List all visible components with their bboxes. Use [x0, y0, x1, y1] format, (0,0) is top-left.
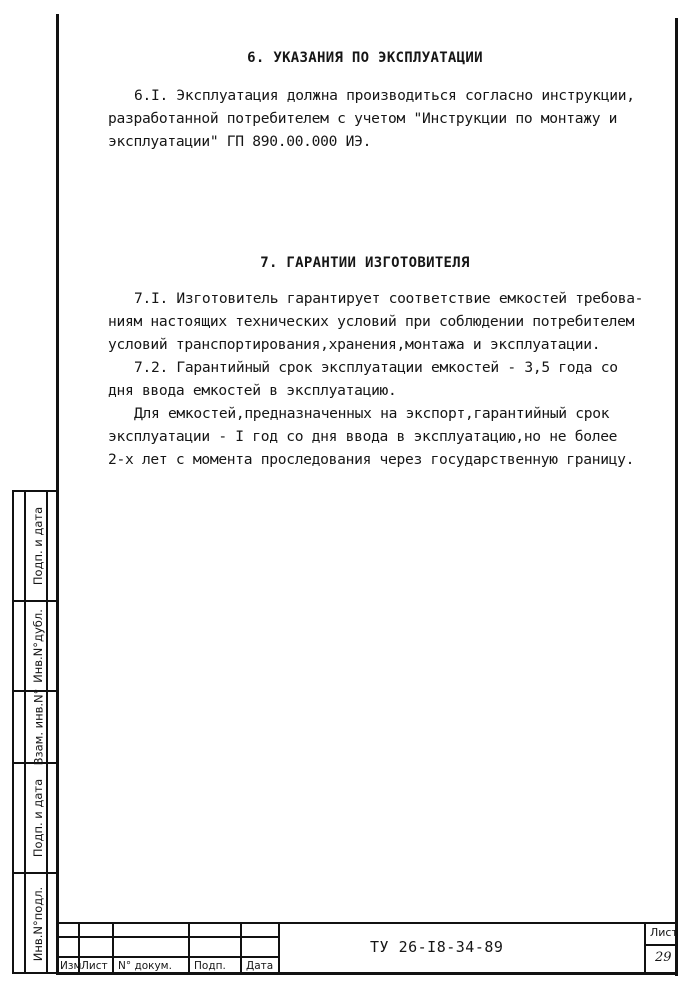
- title-block-sheet-line: [644, 944, 678, 946]
- section-7-line-5: дня ввода емкостей в эксплуатацию.: [108, 382, 397, 399]
- col-label-data: Дата: [246, 960, 274, 972]
- section-6-heading: 6. УКАЗАНИЯ ПО ЭКСПЛУАТАЦИИ: [247, 50, 483, 66]
- section-7-line-3: условий транспортирования,хранения,монтажа и эксплуатации.: [108, 336, 601, 353]
- sheet-label: Лист: [650, 926, 678, 939]
- margin-stamp-divider: [24, 492, 26, 972]
- col-label-list: Лист: [81, 960, 108, 972]
- margin-field-vzam-inv: Взам. инв.N°: [31, 688, 46, 766]
- title-block-top-line: [58, 922, 678, 924]
- sheet-number: 29: [655, 950, 672, 965]
- section-7-line-1: 7.I. Изготовитель гарантирует соответствие емкостей требова-: [134, 290, 644, 307]
- title-block: [58, 922, 678, 974]
- title-block-col-line: [188, 922, 190, 974]
- margin-field-podp-data: Подп. и дата: [31, 778, 45, 858]
- title-block-col-line: [240, 922, 242, 974]
- frame-right-border: [675, 18, 678, 976]
- section-7-heading: 7. ГАРАНТИИ ИЗГОТОВИТЕЛЯ: [260, 255, 470, 271]
- col-label-doc-number: N° докум.: [118, 960, 172, 972]
- title-block-row-line: [58, 936, 278, 938]
- section-7-line-6: Для емкостей,предназначенных на экспорт,гарантийный срок: [134, 405, 610, 422]
- col-label-podp: Подп.: [194, 960, 226, 972]
- section-6-line-1: 6.I. Эксплуатация должна производиться согласно инструкции,: [134, 87, 635, 104]
- section-7-line-4: 7.2. Гарантийный срок эксплуатации емкостей - 3,5 года со: [134, 359, 618, 376]
- title-block-col-line: [278, 922, 280, 974]
- title-block-col-line: [112, 922, 114, 974]
- margin-stamp: [12, 490, 58, 974]
- section-7-line-7: эксплуатации - I год со дня ввода в эксплуатацию,но не более: [108, 428, 618, 445]
- col-label-izm: Изм: [60, 960, 82, 972]
- margin-field-inv-dubl: Инв.N°дубл.: [31, 609, 46, 683]
- section-7-line-8: 2-х лет с момента проследования через государственную границу.: [108, 451, 635, 468]
- document-designation: ТУ 26-I8-34-89: [370, 938, 504, 956]
- section-6-line-3: эксплуатации" ГП 890.00.000 ИЭ.: [108, 133, 372, 150]
- section-6-line-2: разработанной потребителем с учетом "Инструкции по монтажу и: [108, 110, 618, 127]
- title-block-row-line: [58, 956, 278, 958]
- title-block-col-line: [644, 922, 646, 974]
- margin-field-podp-data-2: Подп. и дата: [31, 506, 45, 586]
- section-7-line-2: ниям настоящих технических условий при соблюдении потребителем: [108, 313, 635, 330]
- margin-field-inv-podl: Инв.N°подл.: [31, 886, 46, 962]
